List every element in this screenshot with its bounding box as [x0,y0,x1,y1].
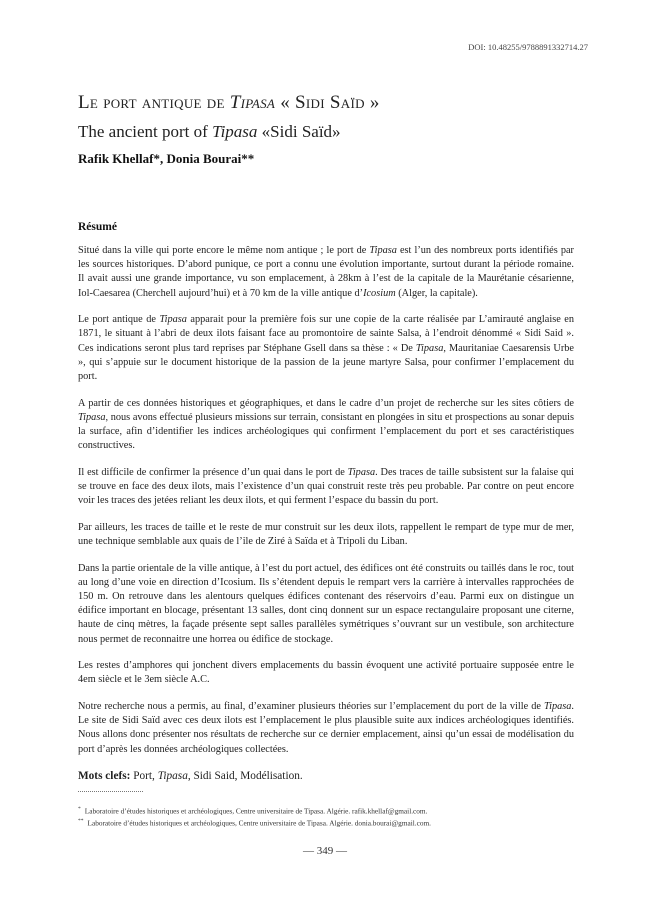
title-french: Le port antique de Tipasa « Sidi Saïd » [78,92,380,113]
abstract-paragraph-5: Par ailleurs, les traces de taille et le reste de mur construit sur les deux ilots, rappellent le rempart de type mur de mer, une technique semblable aux quais de l’ile de Ziré à Saïda et à Tripoli du Liban. [78,521,574,548]
footnote-separator [78,791,143,792]
abstract-paragraph-2: Le port antique de Tipasa apparait pour la première fois sur une copie de la carte réalisée par L’amirauté anglaise en 1871, le situant à l’abri de deux ilots faisant face au promontoire de sainte Salsa, à l’endroit dénommé « Sidi Said ». Ces indications seront plus tard reprises par Stéphane Gsell dans sa thèse : « De Tipasa, Mauritaniae Caesarensis Urbe », qui s’appuie sur le document historique de la passion de la jeune martyre Salsa, pour confirmer l’emplacement du port. [78,314,574,383]
keywords-label: Mots clefs: [78,770,131,783]
abstract-paragraph-1: Situé dans la ville qui porte encore le même nom antique ; le port de Tipasa est l’un des nombreux ports identifiés par les sources historiques. D’abord punique, ce port a connu une évolution importante, surtout durant la période romaine. Il avait aussi une grande importance, vu son emplacement, à 28km à l’est de la capitale de la Maurétanie césarienne, Iol-Caesarea (Cherchell aujourd’hui) et à 70 km de la ville antique d’Icosium (Alger, la capitale). [78,245,574,299]
doi-header: DOI: 10.48255/9788891332714.27 [468,42,588,52]
abstract-paragraph-4: Il est difficile de confirmer la présence d’un quai dans le port de Tipasa. Des traces de taille subsistent sur la falaise qui se trouve en face des deux ilots, mais l’existence d’un quai construit reste très peu probable. Par contre on peut encore voir les traces des jetées reliant les deux ilots, et qui ferment l’espace du bassin du port. [78,466,574,507]
abstract-paragraph-8: Notre recherche nous a permis, au final, d’examiner plusieurs théories sur l’emplacement du port de la ville de Tipasa. Le site de Sidi Saïd avec ces deux ilots est l’emplacement le plus plausible suite aux indices archéologiques identifiés. Nous allons donc présenter nos résultats de recherche sur ce dernier emplacement, ainsi qu’un essai de modélisation du port d’après les données archéologiques collectées. [78,701,574,755]
abstract-paragraph-3: A partir de ces données historiques et géographiques, et dans le cadre d’un projet de recherche sur les sites côtiers de Tipasa, nous avons effectué plusieurs missions sur terrain, consistant en plongées in situ et prospections au sonar depuis la surface, afin d’identifier les indices archéologiques qui confirment l’emplacement du port et ses caractéristiques constructives. [78,397,574,452]
footnote-1: * Laboratoire d’études historiques et archéologiques, Centre universitaire de Tipasa. Algérie. rafik.khellaf@gmail.com. [78,806,428,816]
abstract-paragraph-6: Dans la partie orientale de la ville antique, à l’est du port actuel, des édifices ont été construits ou taillés dans le roc, tout au long d’une voie en direction d’Icosium. Ils s’étendent depuis le rempart vers la carrière à intervalles rapprochées de 150 m. On retrouve dans les alentours quelques édifices contenant des réservoirs d’eau. Parmi eux on distingue un édifice important en blocage, présentant 13 salles, dont cinq donnent sur un espace rectangulaire proposant une citerne, haute de cinq mètres, la façade présente sept salles parallèles symétriques s’ouvrant sur un vestibule, son architecture nous permet de reconnaitre une horrea ou édifice de stockage. [78,562,574,645]
page-number: — 349 — [303,845,347,857]
footnote-2: ** Laboratoire d’études historiques et archéologiques, Centre universitaire de Tipasa. Algérie. donia.bourai@gmail.com. [78,818,431,828]
keywords: Mots clefs: Port, Tipasa, Sidi Said, Modélisation. [78,770,303,783]
footnotes [78,804,431,829]
title-english: The ancient port of Tipasa «Sidi Saïd» [78,122,341,141]
abstract-body [78,244,574,796]
abstract-paragraph-7: Les restes d’amphores qui jonchent divers emplacements du bassin évoquent une activité portuaire supposée entre le 4em siècle et le 3em siècle A.C. [78,660,574,686]
authors: Rafik Khellaf*, Donia Bourai** [78,151,255,166]
resume-heading: Résumé [78,221,117,233]
